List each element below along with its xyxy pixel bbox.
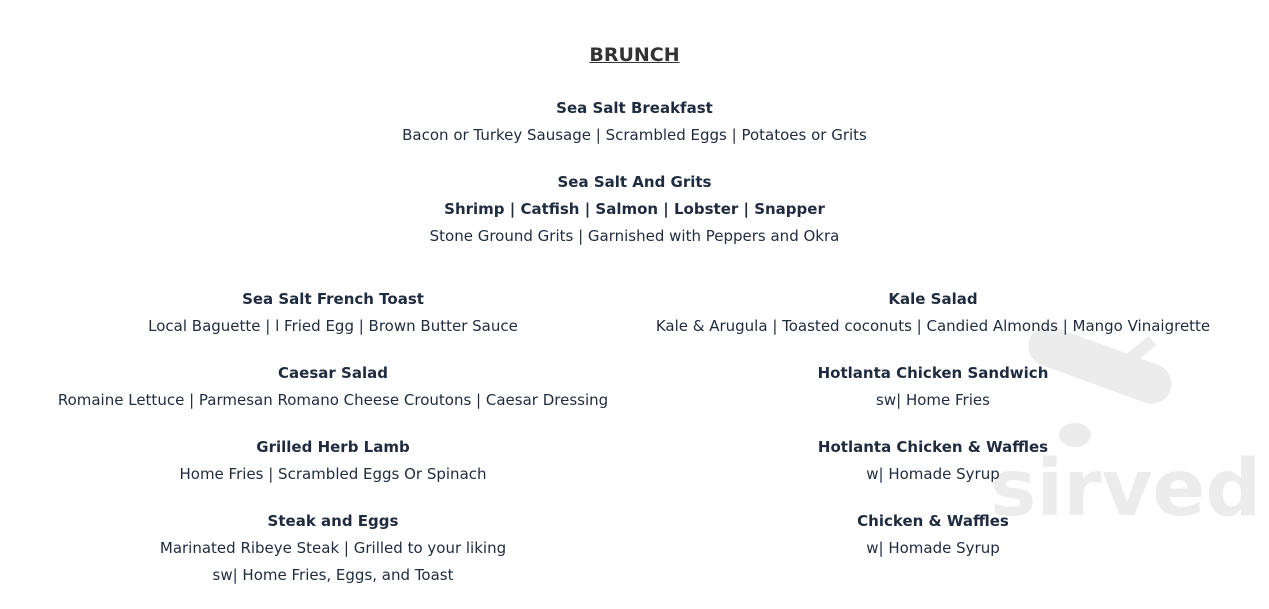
menu-item xyxy=(33,508,633,589)
item-description: Romaine Lettuce | Parmesan Romano Cheese Croutons | Caesar Dressing xyxy=(57,391,609,409)
item-name: Grilled Herb Lamb xyxy=(256,438,410,456)
watermark-text: sirved xyxy=(990,444,1262,534)
item-description: Stone Ground Grits | Garnished with Peppers and Okra xyxy=(429,227,840,245)
menu-item xyxy=(33,434,633,488)
item-description: Bacon or Turkey Sausage | Scrambled Eggs | Potatoes or Grits xyxy=(402,126,867,144)
item-name: Caesar Salad xyxy=(278,364,388,382)
item-name: Sea Salt And Grits xyxy=(557,173,712,191)
section-title: BRUNCH xyxy=(589,44,680,66)
menu-item xyxy=(633,434,1233,488)
menu-item xyxy=(633,508,1233,562)
menu-item xyxy=(33,360,633,414)
item-name: Chicken & Waffles xyxy=(857,512,1009,530)
item-description: sw| Home Fries xyxy=(876,391,990,409)
item-description: Marinated Ribeye Steak | Grilled to your liking xyxy=(159,539,507,557)
item-name: Sea Salt French Toast xyxy=(242,290,424,308)
item-name: Sea Salt Breakfast xyxy=(556,99,713,117)
item-description: Home Fries | Scrambled Eggs Or Spinach xyxy=(179,465,487,483)
item-name: Kale Salad xyxy=(888,290,978,308)
item-name: Hotlanta Chicken & Waffles xyxy=(817,438,1049,456)
menu-item xyxy=(633,286,1233,340)
menu-item xyxy=(0,95,1269,149)
right-column xyxy=(633,286,1233,582)
item-description: w| Homade Syrup xyxy=(866,465,1000,483)
item-name: Hotlanta Chicken Sandwich xyxy=(817,364,1049,382)
left-column xyxy=(33,286,633,609)
item-description: w| Homade Syrup xyxy=(866,539,1000,557)
item-description: sw| Home Fries, Eggs, and Toast xyxy=(212,566,454,584)
menu-item xyxy=(633,360,1233,414)
menu-item xyxy=(33,286,633,340)
item-name: Steak and Eggs xyxy=(267,512,399,530)
item-description: Kale & Arugula | Toasted coconuts | Candied Almonds | Mango Vinaigrette xyxy=(655,317,1211,335)
menu-item xyxy=(0,169,1269,250)
item-options: Shrimp | Catfish | Salmon | Lobster | Snapper xyxy=(444,200,825,218)
item-description: Local Baguette | l Fried Egg | Brown Butter Sauce xyxy=(148,317,518,335)
